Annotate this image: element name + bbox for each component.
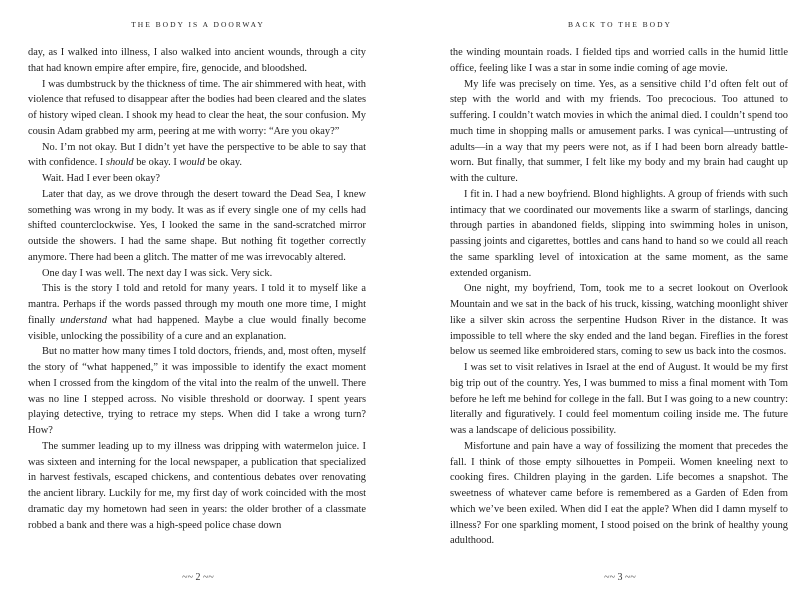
page-number <box>28 572 368 583</box>
folio-ornament-right: ~~ <box>622 572 636 583</box>
emphasis-text: would <box>179 157 205 169</box>
paragraph <box>450 45 788 77</box>
body-text <box>450 45 788 549</box>
text-run: One day I was well. The next day I was sick. Very sick. <box>42 267 273 279</box>
paragraph <box>28 266 366 282</box>
paragraph <box>28 171 366 187</box>
page-number <box>450 572 790 583</box>
folio-ornament-left: ~~ <box>182 572 196 583</box>
text-run: I fit in. I had a new boyfriend. Blond highlights. A group of friends with such intimacy that we coordinated our movements like a swarm of starlings, dancing through parties in abandoned fields, slipping into swimming holes in unison, passing joints and cigarettes, bottles and cans hand to hand so we could all reach the same sparkling level of intoxication at the same moment, as the same extended organism. <box>450 188 788 279</box>
paragraph <box>450 439 788 549</box>
running-head: THE BODY IS A DOORWAY <box>131 20 265 29</box>
right-page <box>450 0 790 599</box>
paragraph <box>450 360 788 439</box>
left-page <box>28 0 368 599</box>
text-run: what had happened. Maybe a clue would finally become visible, unlocking the possibility of a cure and an explanation. <box>28 314 366 342</box>
page-number-value: 3 <box>617 572 623 583</box>
page-number-value: 2 <box>195 572 201 583</box>
text-run: No. I’m not okay. But I didn’t yet have the perspective to be able to say that with confidence. I <box>28 141 366 169</box>
text-run: I was set to visit relatives in Israel at the end of August. It would be my first big trip out of the country. Yes, I was bummed to miss a final moment with Tom before he left me behind for college in the fall. But I was going to a new country: literally and figuratively. I could feel momentum coiling inside me. The future was a landscape of delicious possibility. <box>450 362 788 436</box>
text-run: But no matter how many times I told doctors, friends, and, most often, myself the story of “what happened,” it was impossible to identify the exact moment when I crossed from the kingdom of the vital into the realm of the unwell. There was no line I stepped across. No visible threshold or doorway. I spent years playing detective, trying to retrace my steps. When did I take a wrong turn? How? <box>28 346 366 436</box>
folio-ornament-left: ~~ <box>604 572 618 583</box>
paragraph <box>450 281 788 360</box>
paragraph <box>28 45 366 77</box>
text-run: I was dumbstruck by the thickness of time. The air shimmered with heat, with violence that refused to disappear after the bodies had been cleared and the slates of history wiped clean. I shook my head to clear the heat, the sour confusion. My cousin Adam grabbed my arm, peering at me with worry: “Are you okay?” <box>28 78 366 137</box>
running-head: BACK TO THE BODY <box>568 20 672 29</box>
text-run: Later that day, as we drove through the desert toward the Dead Sea, I knew something was wrong in my body. It was as if every single one of my cells had shifted counterclockwise. Yes, I looked the same in the sand-scratched mirror outside the showers. I had the same shape. But nothing fit together correctly anymore. There had been a glitch. The matter of me was irrevocably altered. <box>28 188 366 263</box>
paragraph <box>28 77 366 140</box>
text-run: be okay. I <box>133 157 180 169</box>
emphasis-text: understand <box>60 314 107 326</box>
text-run: be okay. <box>204 157 242 169</box>
emphasis-text: should <box>105 157 134 169</box>
folio-ornament-right: ~~ <box>200 572 214 583</box>
text-run: the winding mountain roads. I fielded tips and worried calls in the humid little office, feeling like I was a star in some indie coming of age movie. <box>450 47 788 74</box>
text-run: day, as I walked into illness, I also walked into ancient wounds, through a city that had known empire after empire, fire, genocide, and bloodshed. <box>28 47 366 74</box>
paragraph <box>28 344 366 439</box>
paragraph <box>450 77 788 187</box>
text-run: My life was precisely on time. Yes, as a sensitive child I’d often felt out of step with the world and with my friends. Too precocious. Too attuned to suffering. I couldn’t watch movies in which the animal died. I couldn’t spend too much time in shopping malls or amusement parks. I was cynical—untrusting of adults—in a way that my peers were not, as if I had been born already battle-worn. But finally, that summer, I felt like my body and my brain had caught up with the culture. <box>450 78 788 184</box>
body-text <box>28 45 366 533</box>
paragraph <box>28 439 366 534</box>
paragraph <box>28 281 366 344</box>
text-run: This is the story I told and retold for many years. I told it to myself like a mantra. Perhaps if the words passed through my mouth one more time, I might finally <box>28 283 366 326</box>
paragraph <box>28 140 366 172</box>
text-run: Misfortune and pain have a way of fossilizing the moment that precedes the fall. I think of those empty silhouettes in Pompeii. Women kneeling next to cooking fires. Children playing in the garden. Life becomes a snapshot. The sweetness of whatever came before is remembered as a Garden of Eden from which we’ve been exiled. When did I eat the apple? When did I damn myself to illness? For one sparkling moment, I stood poised on the brink of healthy young adulthood. <box>450 440 788 547</box>
paragraph <box>450 187 788 282</box>
text-run: Wait. Had I ever been okay? <box>42 173 161 184</box>
text-run: The summer leading up to my illness was dripping with watermelon juice. I was sixteen and interning for the local newspaper, a publication that specialized in harvest festivals, escaped chickens, and contentious debates over renovating the ancient library. Luckily for me, my first day of work coincided with the most dramatic day my hometown had seen in years: the older brother of a classmate robbed a bank and there was a high-speed police chase down <box>28 440 366 531</box>
paragraph <box>28 187 366 266</box>
text-run: One night, my boyfriend, Tom, took me to a secret lookout on Overlook Mountain and we sat in the back of his truck, kissing, watching moonlight shiver like a silver skin across the serpentine Hudson River in the distance. It was impossible to tell where the sky ended and the land began. Fireflies in the forest below us seemed like embroidered stars, coming to sew us back into the cosmos. <box>450 283 788 358</box>
